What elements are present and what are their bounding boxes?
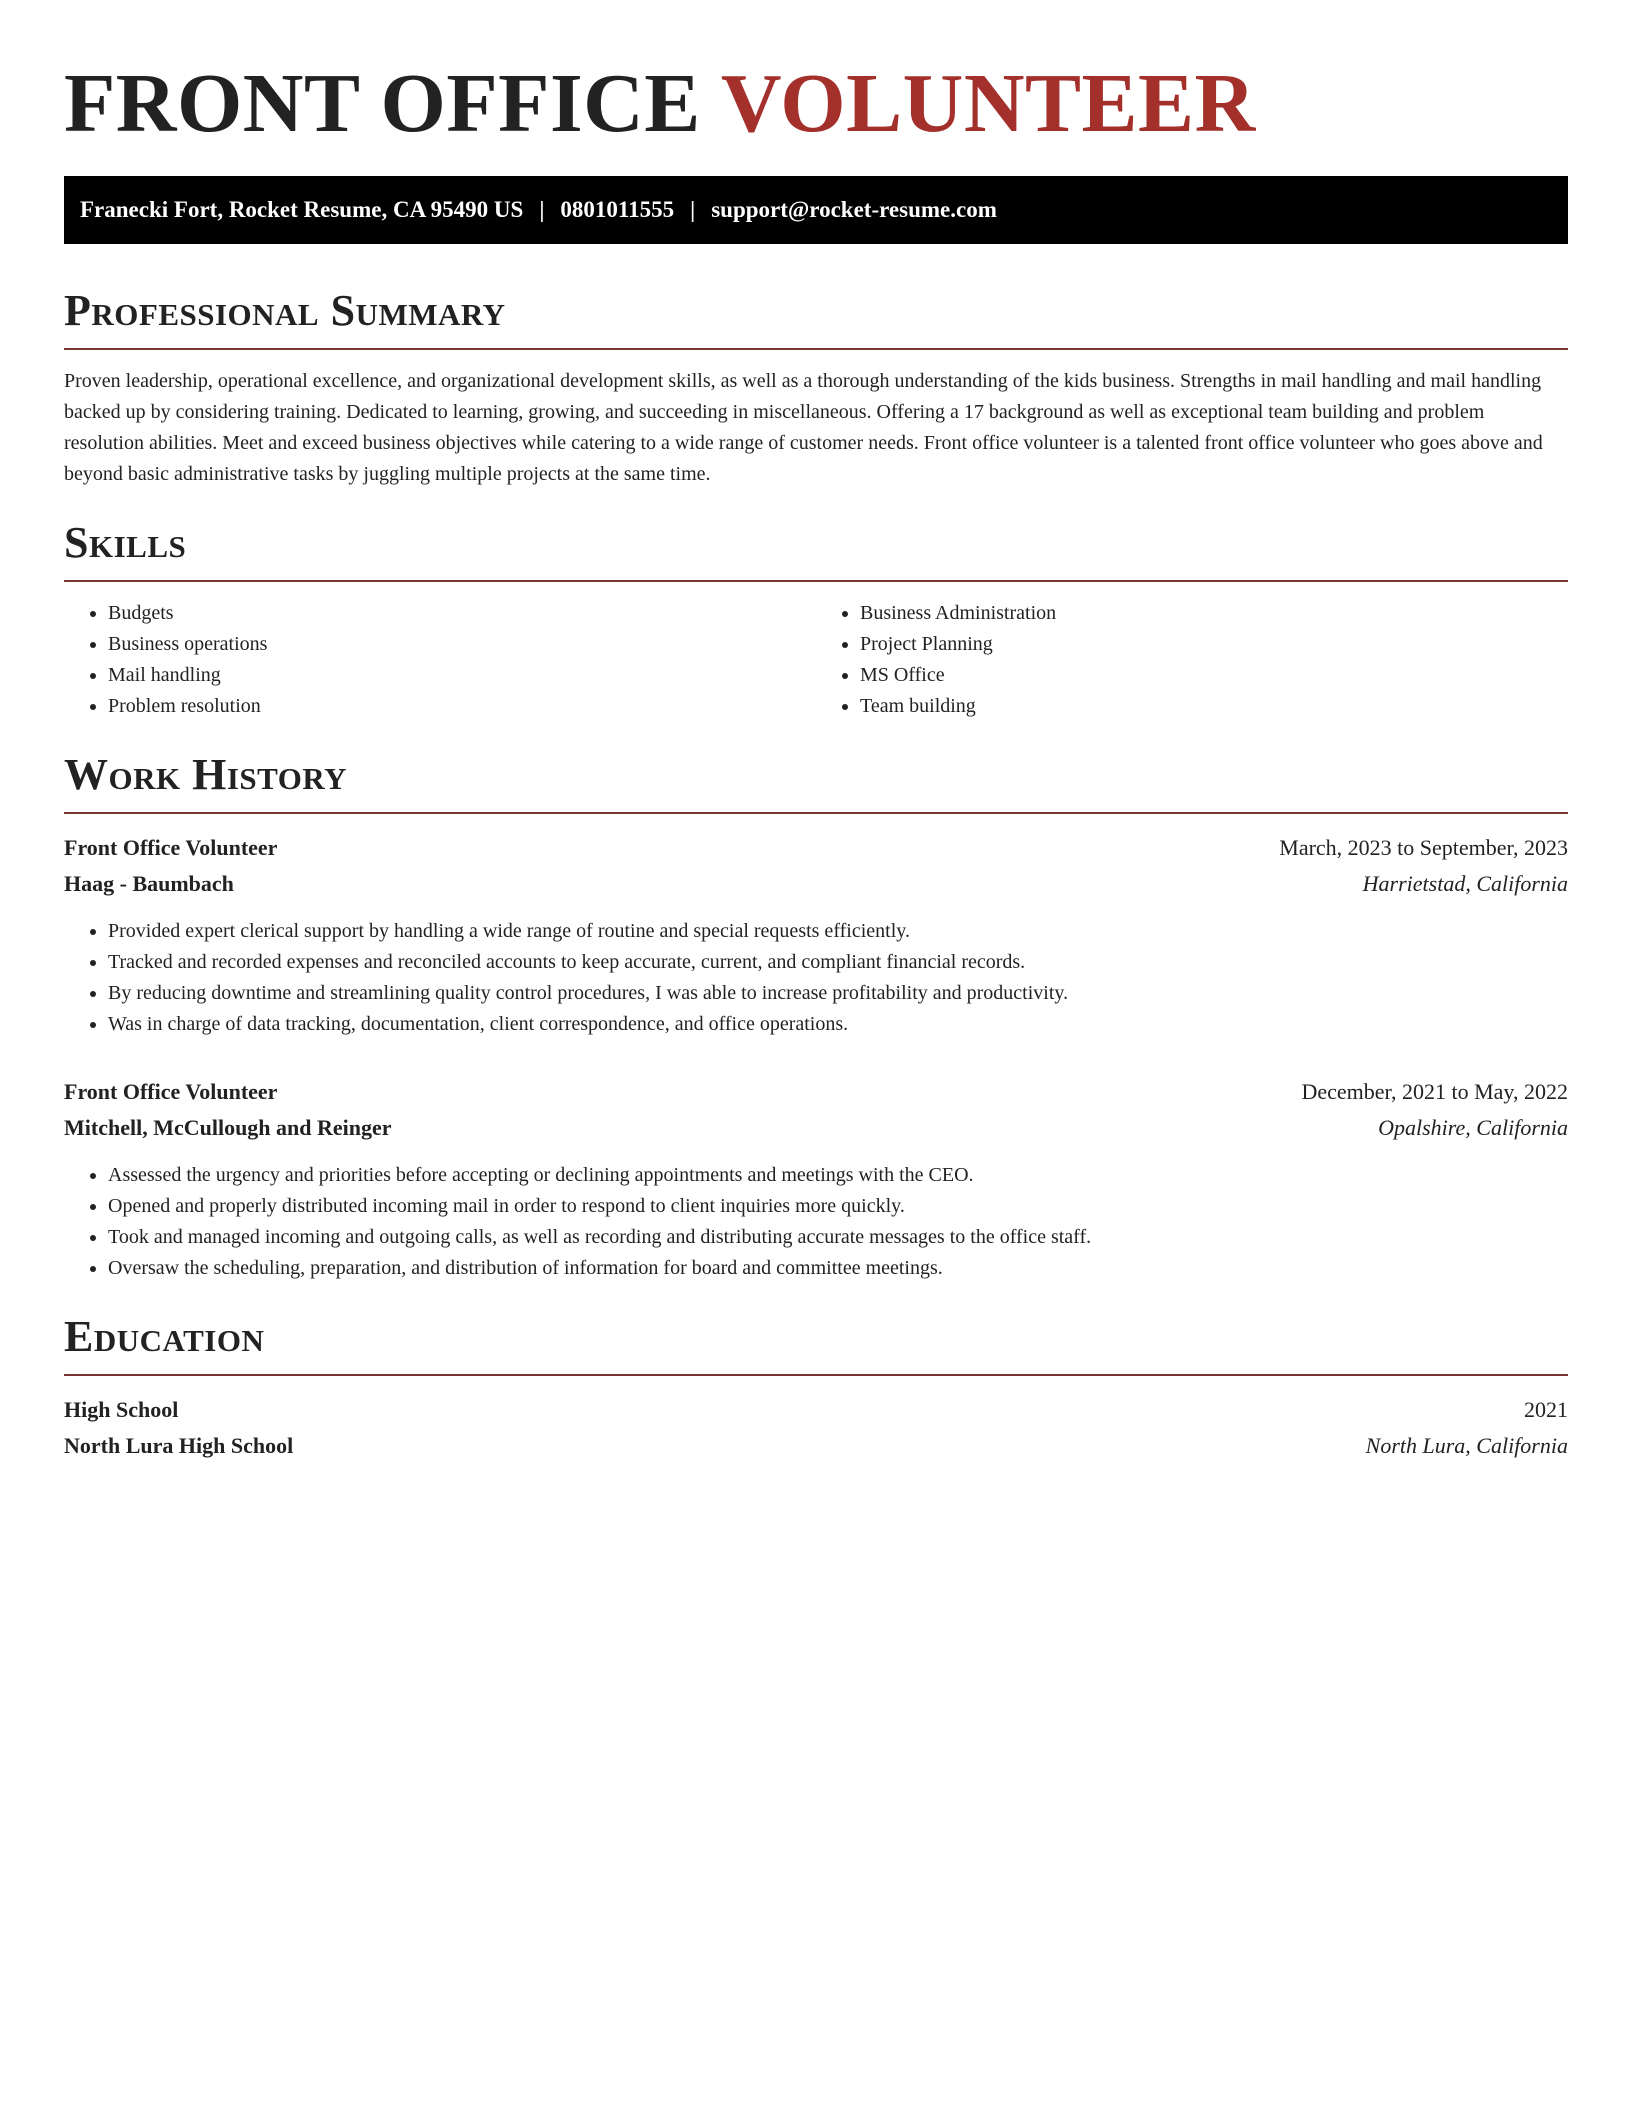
education-school: North Lura High School <box>64 1433 294 1458</box>
education-section <box>64 1312 1568 1464</box>
summary-heading: Professional Summary <box>64 286 506 335</box>
skill-item: • Business operations <box>108 629 816 660</box>
skill-item: • MS Office <box>860 660 1568 691</box>
skills-divider <box>64 580 1568 582</box>
work-heading: Work History <box>64 750 348 799</box>
skills-section <box>64 518 1568 722</box>
job-location: Harrietstad, California <box>1362 871 1568 896</box>
title-part-1: FRONT OFFICE <box>64 57 701 150</box>
job-bullets <box>64 916 1568 1040</box>
contact-phone: 0801011555 <box>560 197 675 222</box>
contact-separator: | <box>539 197 545 222</box>
job-location: Opalshire, California <box>1378 1115 1568 1140</box>
skill-item: • Project Planning <box>860 629 1568 660</box>
contact-email: support@rocket-resume.com <box>711 197 997 222</box>
job-company: Mitchell, McCullough and Reinger <box>64 1115 392 1140</box>
contact-separator: | <box>690 197 696 222</box>
summary-section <box>64 286 1568 490</box>
job-company: Haag - Baumbach <box>64 871 234 896</box>
job-entry <box>64 830 1568 1040</box>
education-subheader <box>64 1428 1568 1464</box>
job-bullet: • Opened and properly distributed incoming mail in order to respond to client inquiries more quickly. <box>108 1191 1568 1222</box>
job-dates: March, 2023 to September, 2023 <box>1279 835 1568 860</box>
summary-text: Proven leadership, operational excellence, and organizational development skills, as well as a thorough understanding of the kids business. Strengths in mail handling and mail handling backed up by considering training. Dedicated to learning, growing, and succeeding in miscellaneous. Offering a 17 background as well as exceptional team building and problem resolution abilities. Meet and exceed business objectives while catering to a wide range of customer needs. Front office volunteer is a talented front office volunteer who goes above and beyond basic administrative tasks by juggling multiple projects at the same time. <box>64 370 1543 485</box>
job-subheader <box>64 866 1568 902</box>
skill-item: • Budgets <box>108 598 816 629</box>
education-entry <box>64 1392 1568 1464</box>
work-divider <box>64 812 1568 814</box>
skills-heading: Skills <box>64 518 187 567</box>
job-bullet: • Provided expert clerical support by handling a wide range of routine and special requests efficiently. <box>108 916 1568 947</box>
education-location: North Lura, California <box>1365 1433 1568 1458</box>
job-header <box>64 1074 1568 1110</box>
education-heading: Education <box>64 1312 265 1361</box>
job-entry <box>64 1074 1568 1284</box>
education-divider <box>64 1374 1568 1376</box>
job-bullet: • Assessed the urgency and priorities before accepting or declining appointments and meetings with the CEO. <box>108 1160 1568 1191</box>
skill-item: • Team building <box>860 691 1568 722</box>
contact-address: Franecki Fort, Rocket Resume, CA 95490 US <box>80 197 524 222</box>
job-subheader <box>64 1110 1568 1146</box>
summary-divider <box>64 348 1568 350</box>
contact-bar <box>64 176 1568 244</box>
job-bullet: • Took and managed incoming and outgoing calls, as well as recording and distributing accurate messages to the office staff. <box>108 1222 1568 1253</box>
job-bullet: • By reducing downtime and streamlining quality control procedures, I was able to increase profitability and productivity. <box>108 978 1568 1009</box>
job-header <box>64 830 1568 866</box>
skill-item: • Business Administration <box>860 598 1568 629</box>
title-part-2: VOLUNTEER <box>720 57 1256 150</box>
skills-list <box>64 598 1568 722</box>
skill-item: • Problem resolution <box>108 691 816 722</box>
work-section <box>64 750 1568 1284</box>
skills-column-right <box>816 598 1568 722</box>
education-degree: High School <box>64 1397 179 1422</box>
job-bullet: • Oversaw the scheduling, preparation, and distribution of information for board and committee meetings. <box>108 1253 1568 1284</box>
job-dates: December, 2021 to May, 2022 <box>1301 1079 1568 1104</box>
page-title <box>64 0 1568 176</box>
job-title: Front Office Volunteer <box>64 1079 278 1104</box>
job-title: Front Office Volunteer <box>64 835 278 860</box>
skills-column-left <box>64 598 816 722</box>
education-year: 2021 <box>1524 1397 1568 1422</box>
job-bullets <box>64 1160 1568 1284</box>
education-header <box>64 1392 1568 1428</box>
job-bullet: • Was in charge of data tracking, documentation, client correspondence, and office operations. <box>108 1009 1568 1040</box>
skill-item: • Mail handling <box>108 660 816 691</box>
job-bullet: • Tracked and recorded expenses and reconciled accounts to keep accurate, current, and compliant financial records. <box>108 947 1568 978</box>
